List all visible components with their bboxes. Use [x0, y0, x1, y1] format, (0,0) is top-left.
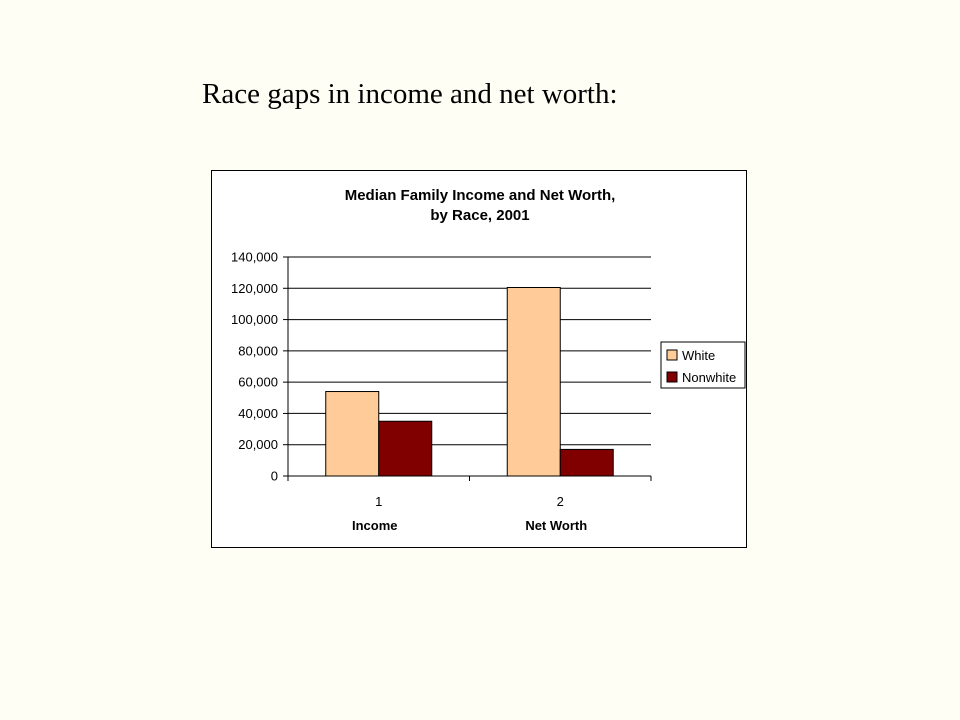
y-tick-label: 140,000 — [231, 249, 278, 265]
y-tick-label: 20,000 — [238, 437, 278, 453]
bar-chart — [212, 171, 748, 549]
y-tick-label: 80,000 — [238, 343, 278, 359]
legend — [661, 342, 745, 388]
y-tick-label: 120,000 — [231, 280, 278, 296]
category-label: Income — [351, 518, 398, 533]
y-tick-label: 0 — [270, 468, 278, 484]
bar-white-1 — [326, 392, 379, 476]
chart-title-line-1: Median Family Income and Net Worth, — [344, 187, 616, 204]
legend-swatch-nonwhite — [667, 372, 677, 382]
legend-swatch-white — [667, 350, 677, 360]
bar-white-2 — [507, 288, 560, 476]
category-label: Net Worth — [525, 518, 588, 533]
axes — [231, 250, 651, 534]
x-tick-label: 1 — [375, 494, 383, 509]
x-tick-label: 2 — [556, 494, 564, 509]
y-tick-label: 40,000 — [238, 405, 278, 421]
slide-title: Race gaps in income and net worth: — [202, 78, 618, 110]
legend-label-white: White — [682, 348, 716, 363]
bar-nonwhite-2 — [560, 449, 613, 476]
bar-nonwhite-1 — [379, 421, 432, 476]
y-tick-label: 100,000 — [231, 312, 278, 328]
chart-frame — [211, 170, 747, 548]
chart-title-line-2: by Race, 2001 — [430, 207, 530, 224]
y-tick-label: 60,000 — [238, 374, 278, 390]
legend-label-nonwhite: Nonwhite — [682, 370, 737, 385]
